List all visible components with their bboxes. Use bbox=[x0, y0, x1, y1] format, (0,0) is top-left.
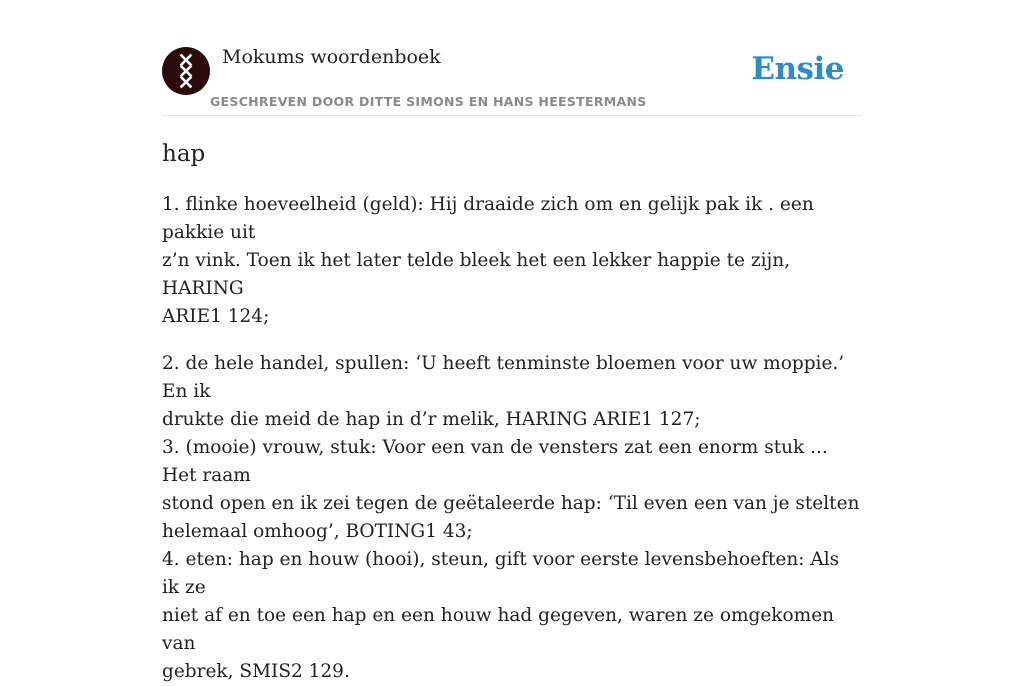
definition-paragraph bbox=[162, 191, 862, 331]
entry-headword: hap bbox=[162, 141, 206, 167]
definition-line: z’n vink. Toen ik het later telde bleek het een lekker happie te zijn, HARING bbox=[162, 250, 791, 299]
ensie-brand-logo[interactable]: Ensie bbox=[751, 51, 844, 87]
definition-line: stond open en ik zei tegen de geëtaleerde hap: ‘Til even een van je stelten bbox=[162, 493, 860, 514]
definition-line: gebrek, SMIS2 129. bbox=[162, 661, 350, 682]
definition-line: 3. (mooie) vrouw, stuk: Voor een van de vensters zat een enorm stuk ... Het raam bbox=[162, 437, 828, 486]
amsterdam-crosses-icon-graphic bbox=[162, 47, 210, 95]
dictionary-title[interactable]: Mokums woordenboek bbox=[222, 46, 441, 68]
definition-line: ARIE1 124; bbox=[162, 306, 270, 327]
definition-line: 1. flinke hoeveelheid (geld): Hij draaide zich om en gelijk pak ik . een pakkie uit bbox=[162, 194, 814, 243]
definition-line: 4. eten: hap en houw (hooi), steun, gift voor eerste levensbehoeften: Als ik ze bbox=[162, 549, 840, 598]
site-header bbox=[162, 0, 862, 116]
definition-line: 2. de hele handel, spullen: ‘U heeft tenminste bloemen voor uw moppie.’ En ik bbox=[162, 353, 845, 402]
definition-line: helemaal omhoog’, BOTING1 43; bbox=[162, 521, 473, 542]
amsterdam-crosses-icon[interactable] bbox=[162, 47, 210, 95]
definition-line: drukte die meid de hap in d’r melik, HARING ARIE1 127; bbox=[162, 409, 701, 430]
entry-content bbox=[162, 138, 862, 686]
dictionary-authors: GESCHREVEN DOOR DITTE SIMONS EN HANS HEESTERMANS bbox=[210, 94, 647, 109]
definition-line: niet af en toe een hap en een houw had gegeven, waren ze omgekomen van bbox=[162, 605, 835, 654]
definition-paragraph bbox=[162, 350, 862, 686]
